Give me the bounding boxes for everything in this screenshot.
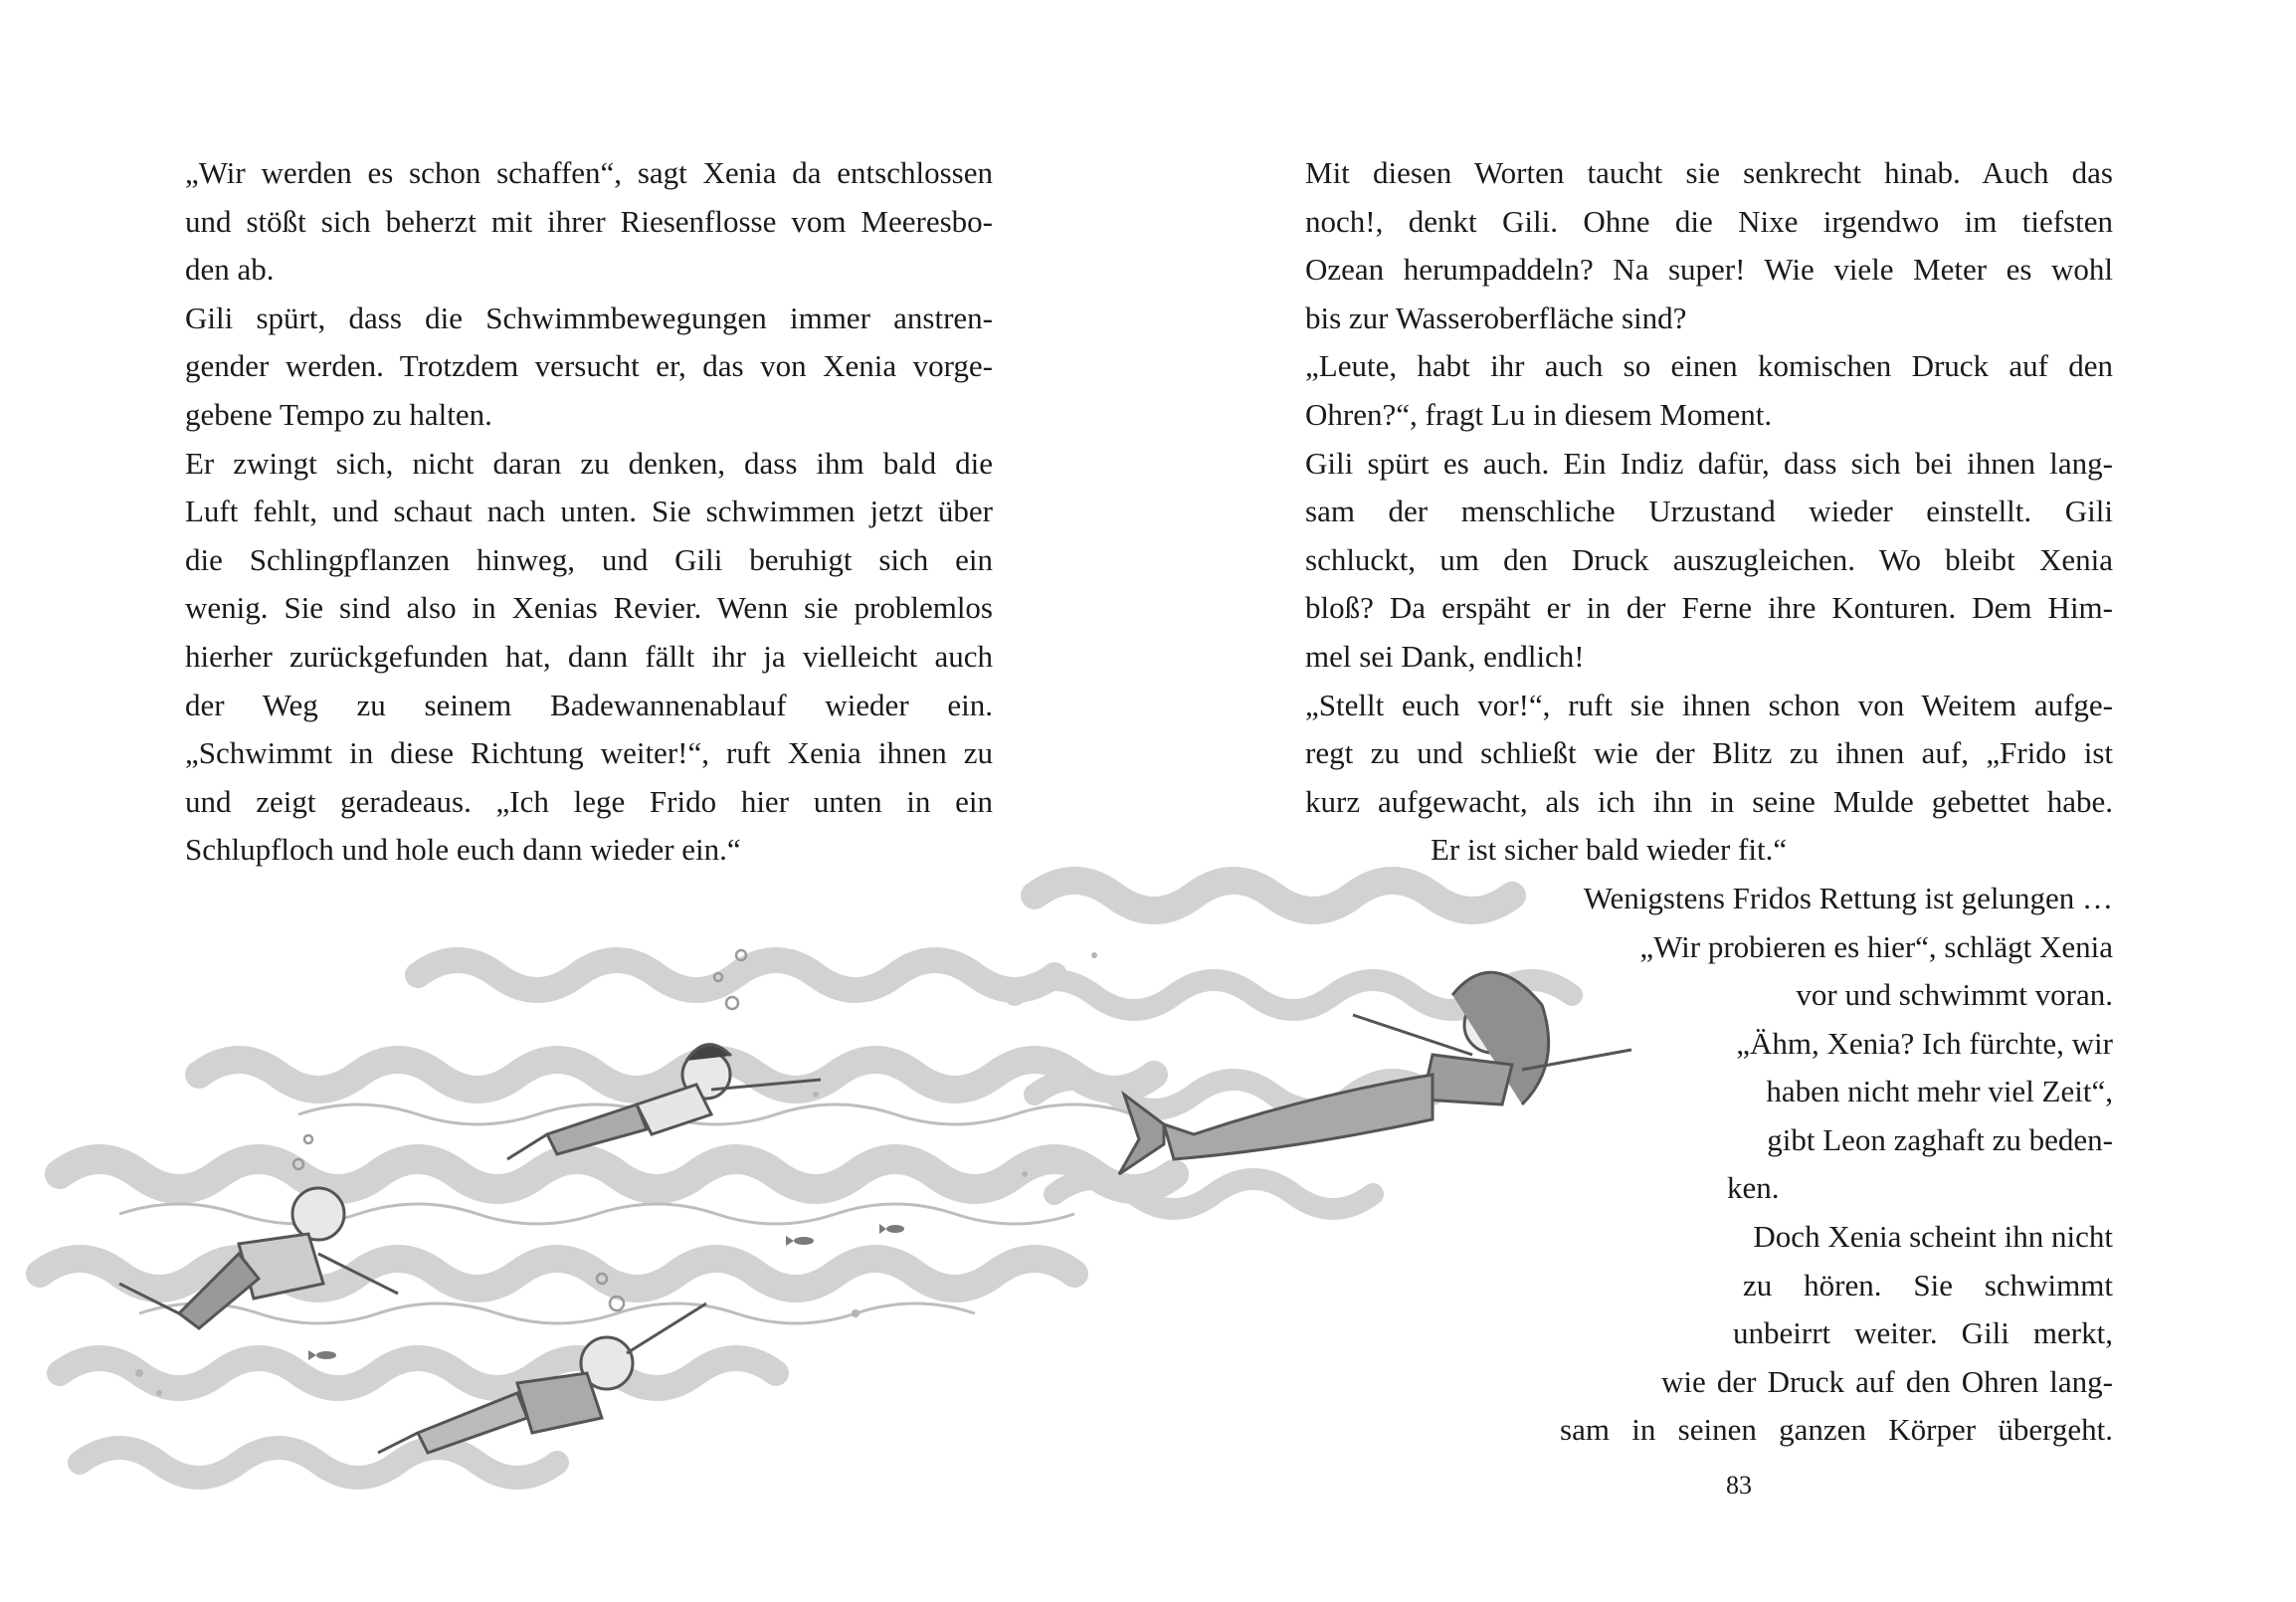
text-line: bis zur Wasseroberfläche sind? (1305, 300, 1687, 335)
bubbles (293, 950, 746, 1310)
swimmer-girl (507, 1045, 821, 1159)
text-line: gender werden. Trotzdem versucht er, das von Xenia vorge- (185, 348, 993, 384)
text-line: schluckt, um den Druck auszugleichen. Wo bleibt Xenia (1305, 541, 2113, 577)
text-line: „Stellt euch vor!“, ruft sie ihnen schon von Weitem aufge- (1305, 687, 2113, 722)
text-line: bloß? Da erspäht er in der Ferne ihre Konturen. Dem Him- (1305, 590, 2113, 626)
text-line: wenig. Sie sind also in Xenias Revier. Wenn sie problemlos (185, 590, 993, 626)
text-line: vor und schwimmt voran. (1796, 977, 2113, 1013)
text-line: sam in seinen ganzen Körper übergeht. (1560, 1412, 2113, 1448)
text-line: Wenigstens Fridos Rettung ist gelungen … (1583, 880, 2113, 915)
text-line: „Leute, habt ihr auch so einen komischen Druck auf den (1305, 348, 2113, 384)
text-line: gibt Leon zaghaft zu beden- (1767, 1121, 2113, 1157)
text-line: wie der Druck auf den Ohren lang- (1661, 1363, 2113, 1399)
text-line: ken. (1727, 1170, 1780, 1206)
text-line: „Schwimmt in diese Richtung weiter!“, ruft Xenia ihnen zu (185, 735, 993, 771)
text-line: die Schlingpflanzen hinweg, und Gili beruhigt sich ein (185, 541, 993, 577)
text-line: hierher zurückgefunden hat, dann fällt ihr ja vielleicht auch (185, 638, 993, 674)
text-line: mel sei Dank, endlich! (1305, 638, 1585, 674)
text-line: sam der menschliche Urzustand wieder einstellt. Gili (1305, 494, 2113, 529)
text-line: regt zu und schließt wie der Blitz zu ihnen auf, „Frido ist (1305, 735, 2113, 771)
text-line: Luft fehlt, und schaut nach unten. Sie schwimmen jetzt über (185, 494, 993, 529)
text-line: den ab. (185, 252, 275, 288)
swimmer-boy-left (119, 1188, 398, 1328)
text-line: Ozean herumpaddeln? Na super! Wie viele Meter es wohl (1305, 252, 2113, 288)
text-line: Er ist sicher bald wieder fit.“ (1431, 832, 1788, 868)
page-number: 83 (1726, 1471, 1752, 1500)
text-line: Ohren?“, fragt Lu in diesem Moment. (1305, 396, 1773, 432)
text-line: der Weg zu seinem Badewannenablauf wieder ein. (185, 687, 993, 722)
text-line: Gili spürt es auch. Ein Indiz dafür, dass sich bei ihnen lang- (1305, 445, 2113, 481)
text-line: haben nicht mehr viel Zeit“, (1766, 1074, 2113, 1109)
text-line: Doch Xenia scheint ihn nicht (1753, 1219, 2113, 1255)
text-line: gebene Tempo zu halten. (185, 396, 492, 432)
text-line: zu hören. Sie schwimmt (1743, 1267, 2113, 1302)
text-line: „Wir probieren es hier“, schlägt Xenia (1639, 928, 2113, 964)
text-line: Er zwingt sich, nicht daran zu denken, dass ihm bald die (185, 445, 993, 481)
text-line: noch!, denkt Gili. Ohne die Nixe irgendwo im tiefsten (1305, 203, 2113, 239)
text-line: „Wir werden es schon schaffen“, sagt Xenia da entschlossen (185, 155, 993, 190)
right-page-text (1305, 149, 2113, 1455)
text-line: und stößt sich beherzt mit ihrer Riesenflosse vom Meeresbo- (185, 203, 993, 239)
fish (308, 1224, 904, 1360)
text-line: kurz aufgewacht, als ich ihn in seine Mulde gebettet habe. (1305, 783, 2113, 819)
text-line: und zeigt geradeaus. „Ich lege Frido hier unten in ein (185, 783, 993, 819)
left-page-text (185, 149, 993, 875)
swimmer-boy-bottom (378, 1303, 706, 1453)
text-line: Mit diesen Worten taucht sie senkrecht hinab. Auch das (1305, 155, 2113, 190)
text-line: Schlupfloch und hole euch dann wieder ein.“ (185, 832, 741, 868)
text-line: unbeirrt weiter. Gili merkt, (1733, 1315, 2113, 1351)
text-line: „Ähm, Xenia? Ich fürchte, wir (1736, 1025, 2113, 1061)
text-line: Gili spürt, dass die Schwimmbewegungen immer anstren- (185, 300, 993, 335)
